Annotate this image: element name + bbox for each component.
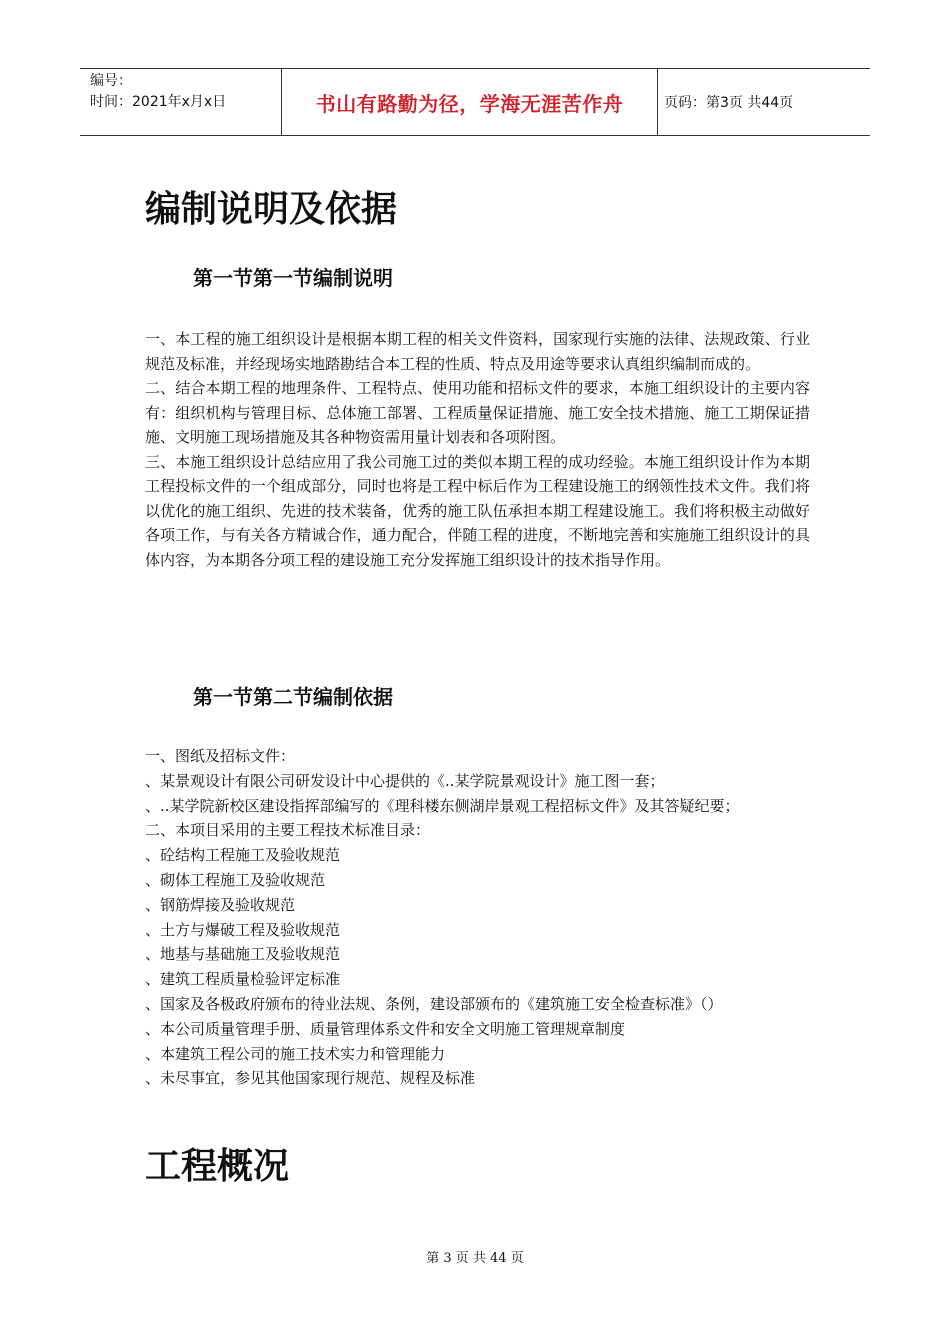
- paragraph: 一、本工程的施工组织设计是根据本期工程的相关文件资料，国家现行实施的法律、法规政策、行业规范及标准，并经现场实地踏勘结合本工程的性质、特点及用途等要求认真组织编制而成的。: [145, 330, 810, 373]
- page-footer: 第 3 页 共 44 页: [426, 1251, 524, 1266]
- description-body: [145, 327, 810, 572]
- list-item: 、建筑工程质量检验评定标准: [145, 970, 341, 989]
- header-motto-cell: [282, 69, 658, 135]
- subsection-title-1: 第一节第一节编制说明: [193, 266, 393, 290]
- header-motto: 书山有路勤为径，学海无涯苦作舟: [315, 91, 624, 116]
- list-item: 、本公司质量管理手册、质量管理体系文件和安全文明施工管理规章制度: [145, 1019, 626, 1038]
- subsection-title-2: 第一节第二节编制依据: [193, 685, 393, 709]
- header-date: 时间：2021年x月x日: [90, 94, 227, 110]
- section-title-1-wrap: [145, 188, 810, 232]
- list-item: 、土方与爆破工程及验收规范: [145, 920, 341, 939]
- header-number: 编号：: [90, 73, 132, 89]
- list-item: 、国家及各极政府颁布的待业法规、条例，建设部颁布的《建筑施工安全检查标准》（）: [145, 994, 723, 1013]
- list-item: 、本建筑工程公司的施工技术实力和管理能力: [145, 1044, 446, 1063]
- subsection-title-1-wrap: [145, 264, 810, 292]
- list-item: 、钢筋焊接及验收规范: [145, 895, 296, 914]
- list-item: 、未尽事宜，参见其他国家现行规范、规程及标准: [145, 1069, 476, 1088]
- section-title-2: 工程概况: [145, 1146, 290, 1187]
- page-header: [80, 68, 870, 136]
- subsection-title-2-wrap: [145, 683, 810, 711]
- header-meta: [80, 69, 282, 135]
- list-item: 、砌体工程施工及验收规范: [145, 870, 326, 889]
- paragraph: 三、本施工组织设计总结应用了我公司施工过的类似本期工程的成功经验。本施工组织设计作为本期工程投标文件的一个组成部分，同时也将是工程中标后作为工程建设施工的纲领性技术文件。我们将以优化的施工组织、先进的技术装备，优秀的施工队伍承担本期工程建设施工。我们将积极主动做好各项工作，与有关各方精诚合作，通力配合，伴随工程的进度，不断地完善和实施施工组织设计的具体内容，为本期各分项工程的建设施工充分发挥施工组织设计的技术指导作用。: [145, 452, 810, 569]
- list-item: 、砼结构工程施工及验收规范: [145, 846, 341, 865]
- list-item: 、..某学院新校区建设指挥部编写的《理科楼东侧湖岸景观工程招标文件》及其答疑纪要；: [145, 796, 740, 815]
- paragraph: 二、结合本期工程的地理条件、工程特点、使用功能和招标文件的要求，本施工组织设计的主要内容有：组织机构与管理目标、总体施工部署、工程质量保证措施、施工安全技术措施、施工工期保证措施、文明施工现场措施及其各种物资需用量计划表和各项附图。: [145, 379, 810, 446]
- list-item: 、地基与基础施工及验收规范: [145, 945, 341, 964]
- basis-list-wrap: [145, 744, 810, 1091]
- list-item: 二、本项目采用的主要工程技术标准目录：: [145, 821, 431, 840]
- list-item: 、某景观设计有限公司研发设计中心提供的《..某学院景观设计》施工图一套；: [145, 771, 665, 790]
- section-title-2-wrap: [145, 1145, 810, 1189]
- list-item: 一、图纸及招标文件：: [145, 747, 296, 765]
- basis-list: [145, 744, 810, 1091]
- section-title-1: 编制说明及依据: [145, 189, 398, 230]
- header-page-info: 页码：第3页 共44页: [664, 95, 794, 111]
